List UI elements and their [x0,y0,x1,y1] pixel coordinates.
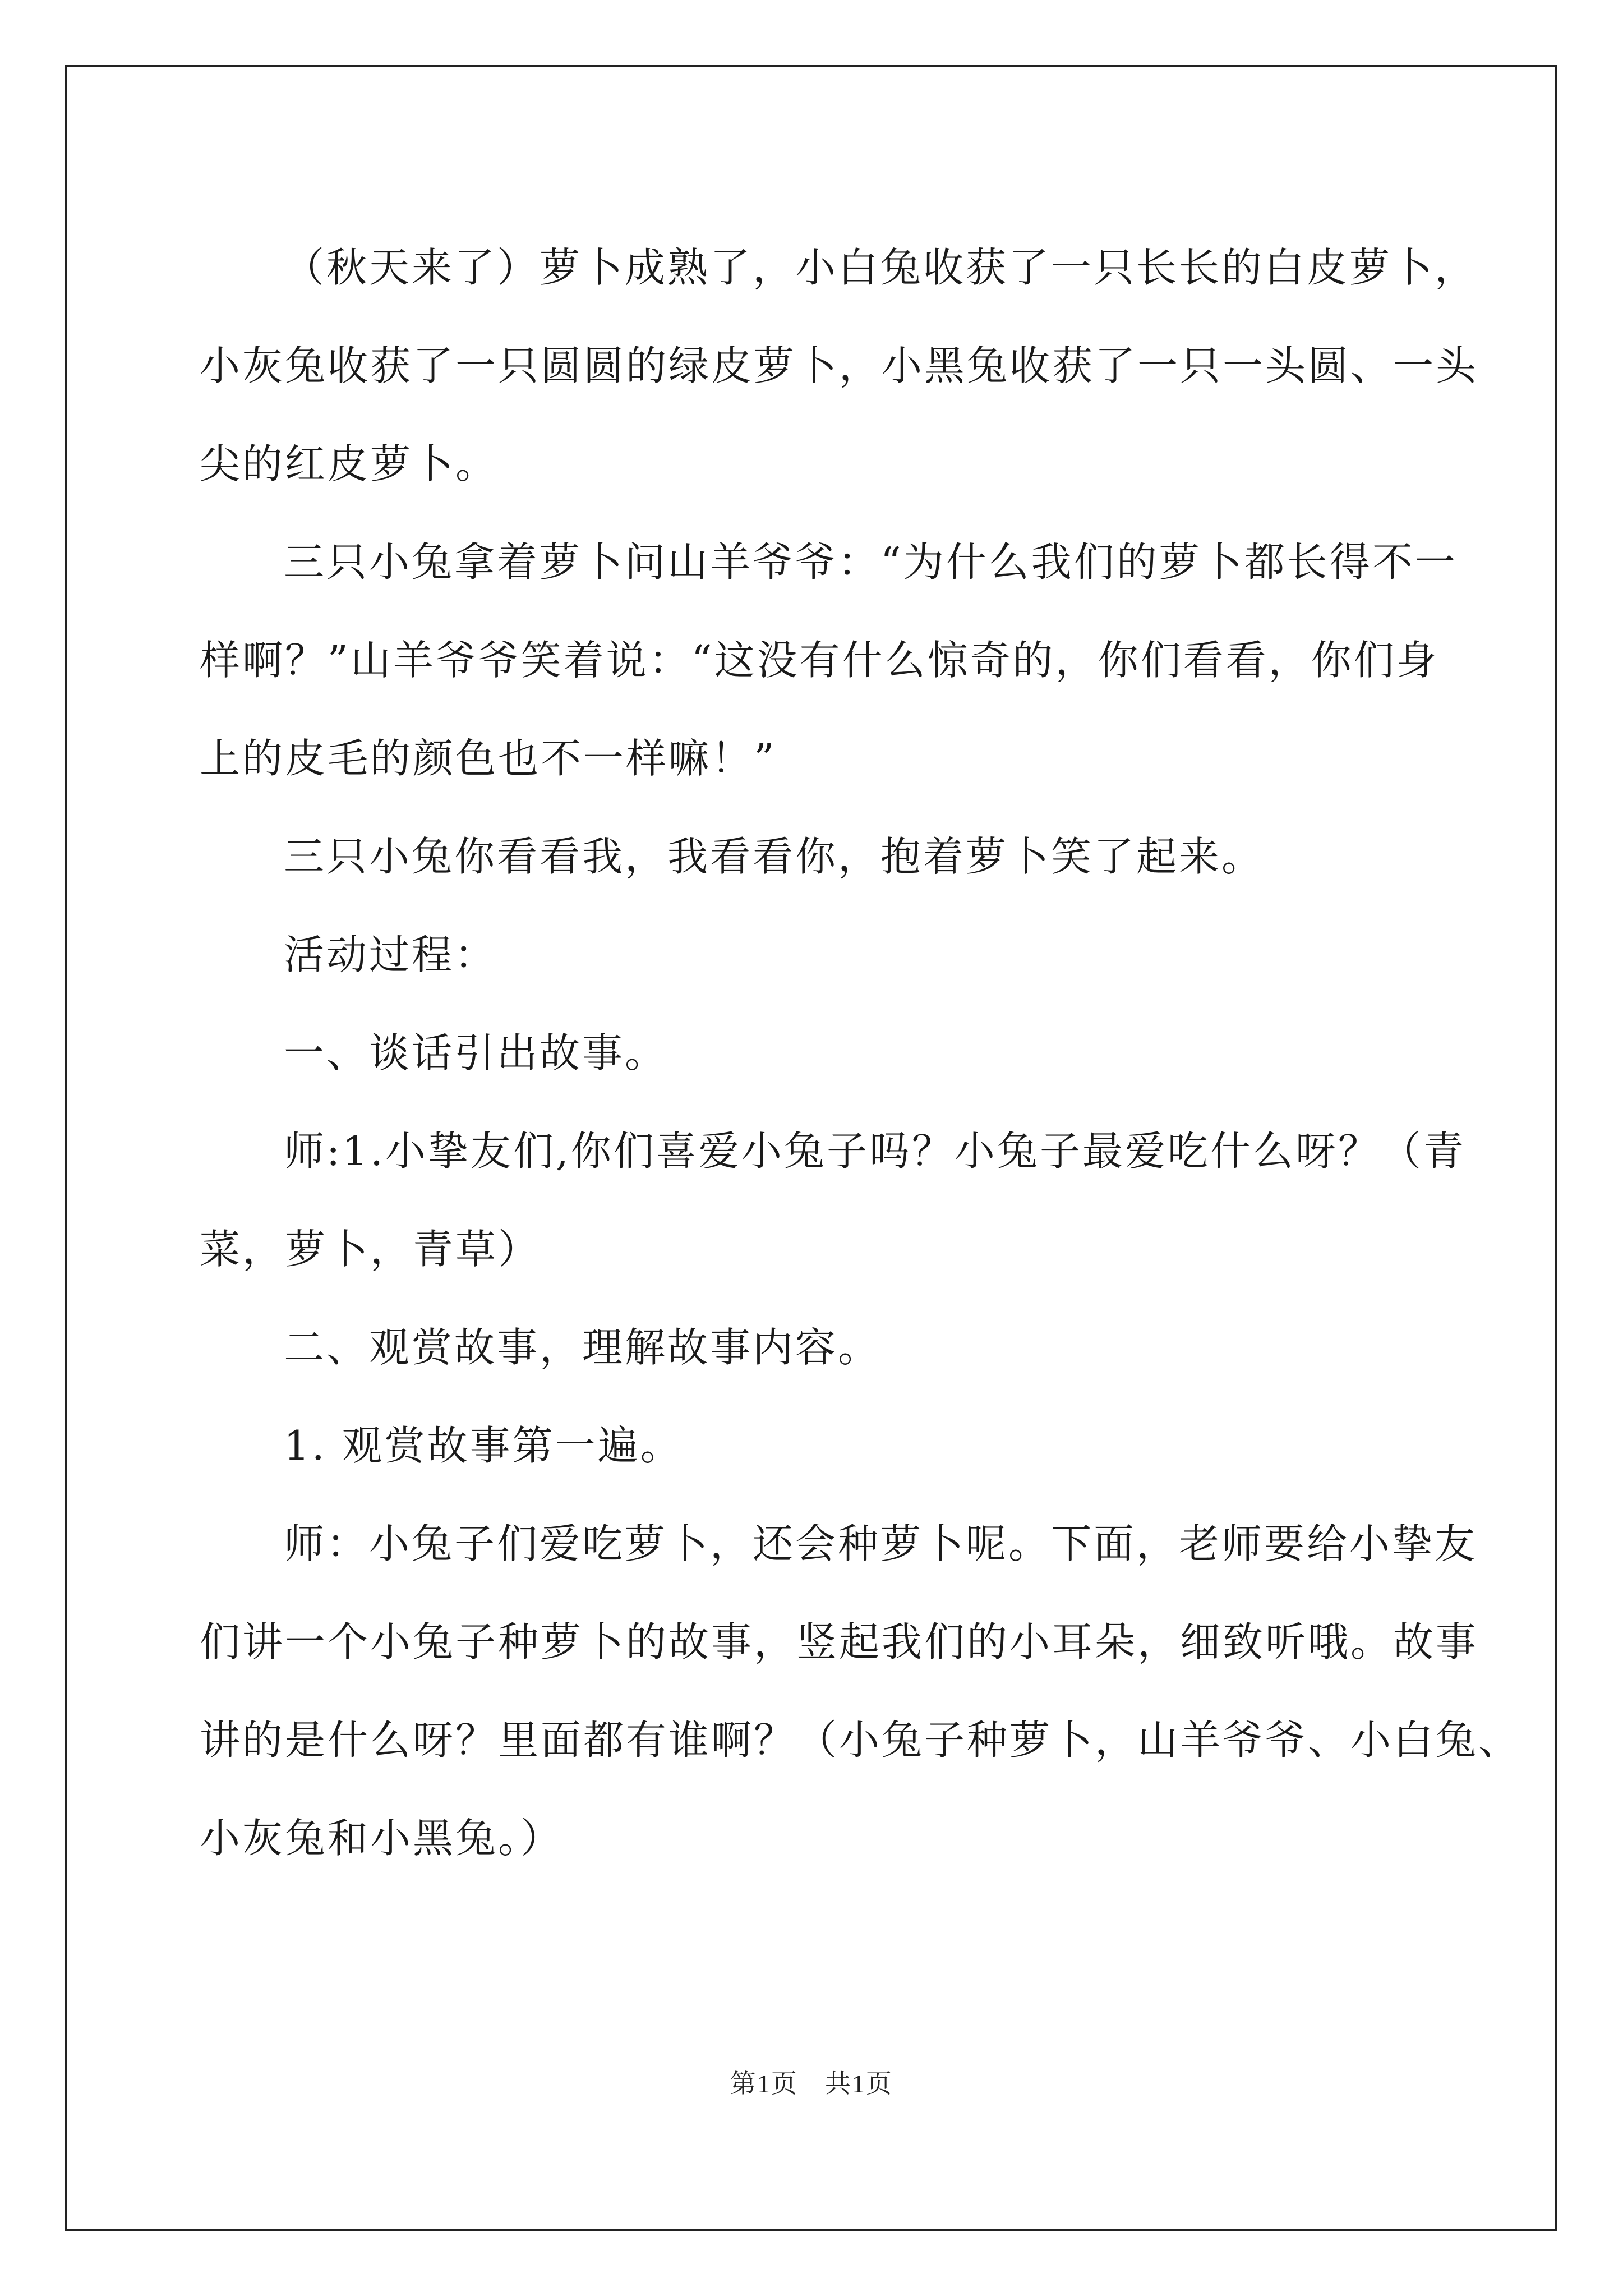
text-line: 活动过程： [284,931,497,978]
text-line: 样啊？”山羊爷爷笑着说：“这没有什么惊奇的，你们看看，你们身 [200,637,1439,684]
text-line: 小灰兔和小黑兔。） [200,1815,564,1862]
section-heading [200,1004,1428,1102]
text-line: （秋天来了）萝卜成熟了，小白兔收获了一只长长的白皮萝卜， [284,244,1478,291]
page-footer: 第1页 共1页 [730,2069,893,2098]
text-line: 二、观赏故事，理解故事内容。 [284,1324,881,1371]
paragraph [200,808,1428,906]
paragraph [200,219,1479,513]
text-line: 们讲一个小兔子种萝卜的故事，竖起我们的小耳朵，细致听哦。故事 [200,1618,1479,1665]
text-line: 讲的是什么呀？里面都有谁啊？（小兔子种萝卜，山羊爷爷、小白兔、 [200,1717,1521,1764]
text-line: 小灰兔收获了一只圆圆的绿皮萝卜，小黑兔收获了一只一头圆、一头 [200,342,1479,389]
text-line: 尖的红皮萝卜。 [200,440,499,487]
text-line: 三只小兔拿着萝卜问山羊爷爷：“为什么我们的萝卜都长得不一 [284,539,1458,586]
text-line: 1. 观赏故事第一遍。 [284,1422,683,1469]
section-heading [200,906,1428,1004]
paragraph [200,1495,1521,1888]
text-line: 上的皮毛的颜色也不一样嘛！” [200,735,777,782]
document-body [200,219,1521,1888]
section-heading [200,1397,1428,1495]
section-heading [200,1299,1428,1397]
paragraph [200,513,1458,808]
text-line: 师:1.小挚友们,你们喜爱小兔子吗？小兔子最爱吃什么呀？（青 [284,1128,1466,1175]
text-line: 一、谈话引出故事。 [284,1029,668,1076]
paragraph [200,1102,1466,1299]
text-line: 三只小兔你看看我，我看看你，抱着萝卜笑了起来。 [284,833,1265,880]
text-line: 菜，萝卜，青草） [200,1226,541,1273]
text-line: 师：小兔子们爱吃萝卜，还会种萝卜呢。下面，老师要给小挚友 [284,1520,1478,1567]
